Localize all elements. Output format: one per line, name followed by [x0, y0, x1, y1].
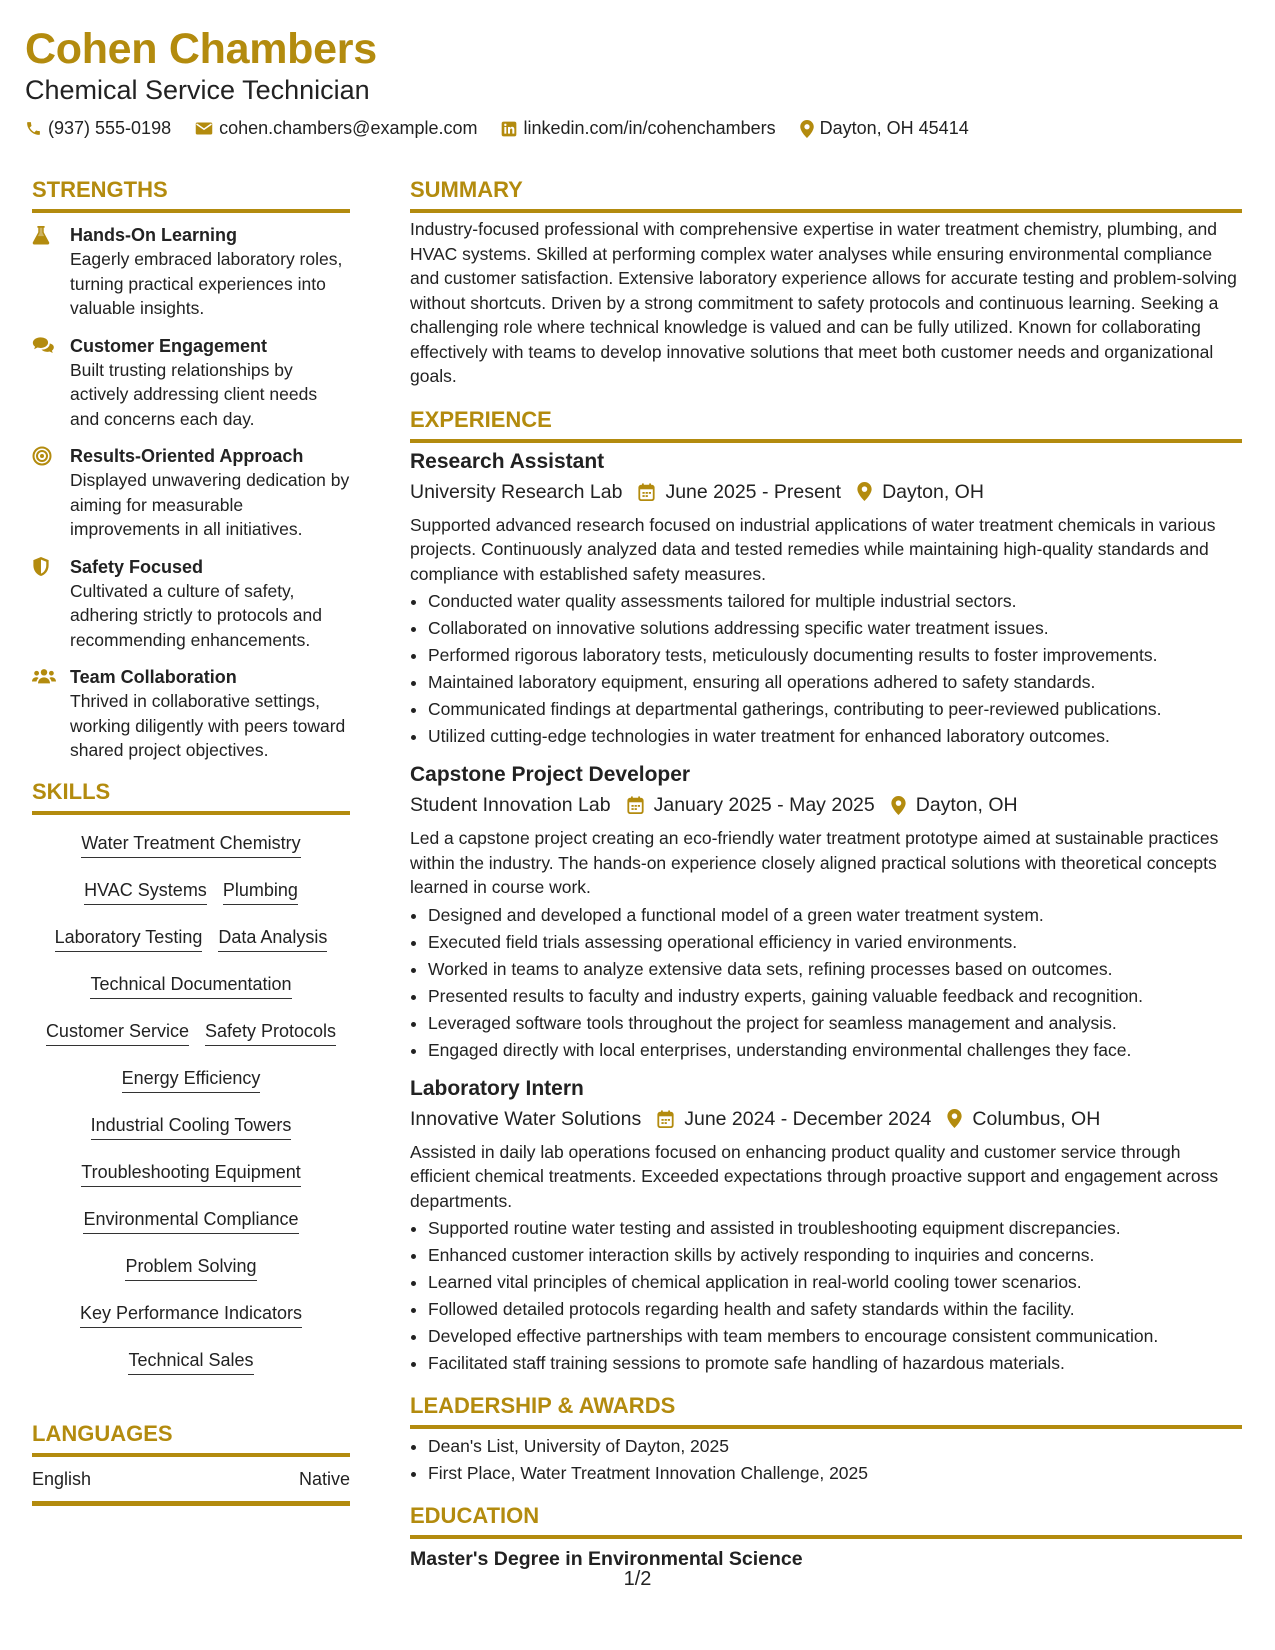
strength-title: Results-Oriented Approach	[70, 446, 304, 466]
contact-email[interactable]	[195, 118, 477, 139]
section-divider	[410, 1535, 1242, 1539]
users-icon	[32, 667, 56, 685]
languages-section	[32, 1419, 350, 1506]
section-divider	[32, 209, 350, 213]
job-dates: January 2025 - May 2025	[653, 794, 875, 816]
email-text: cohen.chambers@example.com	[219, 118, 478, 138]
awards-list	[410, 1433, 1242, 1487]
phone-text: (937) 555-0198	[48, 118, 172, 138]
strength-title: Hands-On Learning	[70, 225, 238, 245]
list-item: • Utilized cutting-edge technologies in water treatment for enhanced laboratory outcomes.	[428, 723, 1242, 750]
strength-item	[32, 334, 350, 432]
strengths-section	[32, 175, 350, 763]
job-location: Dayton, OH	[882, 480, 984, 503]
shield-icon	[32, 557, 50, 577]
section-divider	[32, 811, 350, 815]
contact-linkedin[interactable]	[501, 118, 775, 139]
strength-desc: Eagerly embraced laboratory roles, turning practical experiences into valuable insights.	[70, 249, 343, 318]
skill-tag: Safety Protocols	[205, 1019, 336, 1046]
list-item: • Leveraged software tools throughout the project for seamless management and analysis.	[428, 1010, 1242, 1037]
section-title-awards: LEADERSHIP & AWARDS	[410, 1393, 676, 1418]
list-item: • Learned vital principles of chemical application in real-world cooling tower scenarios.	[428, 1269, 1242, 1296]
list-item: • Facilitated staff training sessions to promote safe handling of hazardous materials.	[428, 1350, 1242, 1377]
skill-tag: Customer Service	[46, 1019, 189, 1046]
target-icon	[32, 446, 52, 466]
section-divider	[410, 1425, 1242, 1429]
linkedin-icon	[501, 121, 517, 137]
job-bullets	[410, 902, 1242, 1064]
job-company: University Research Lab	[410, 480, 623, 503]
experience-section	[410, 405, 1242, 1378]
strength-item	[32, 665, 350, 763]
strength-item	[32, 555, 350, 653]
list-item: • Presented results to faculty and industry experts, gaining valuable feedback and recognition.	[428, 983, 1242, 1010]
skill-tag: Laboratory Testing	[55, 925, 203, 952]
skill-tag: Environmental Compliance	[83, 1207, 298, 1234]
strength-title: Team Collaboration	[70, 667, 237, 687]
job-description: Led a capstone project creating an eco-friendly water treatment prototype aimed at sustainable practices within the industry. The hands-on experience closely aligned practical solutions with theoretical concepts learned in course work.	[410, 828, 1219, 897]
section-divider	[410, 439, 1242, 443]
job-bullets	[410, 1215, 1242, 1377]
job-location: Columbus, OH	[972, 1107, 1101, 1130]
list-item: • Designed and developed a functional model of a green water treatment system.	[428, 902, 1242, 929]
language-level-bar	[32, 1501, 350, 1506]
job-title: Capstone Project Developer	[410, 763, 691, 786]
skill-tag: Technical Sales	[128, 1348, 253, 1375]
job-entry	[410, 1074, 1242, 1378]
list-item: • Followed detailed protocols regarding health and safety standards within the facility.	[428, 1296, 1242, 1323]
education-section	[410, 1501, 1242, 1573]
strength-title: Customer Engagement	[70, 335, 268, 356]
strength-desc: Built trusting relationships by actively addressing client needs and concerns each day.	[70, 359, 318, 429]
job-company: Student Innovation Lab	[410, 794, 611, 816]
location-text: Dayton, OH 45414	[819, 118, 969, 138]
section-title-skills: SKILLS	[32, 778, 111, 804]
calendar-icon	[657, 1110, 674, 1128]
job-description: Supported advanced research focused on industrial applications of water treatment chemicals in various projects. Continuously analyzed data and tested remedies while maintaining high-quality standards and compliance with established safety measures.	[410, 514, 1216, 584]
job-description: Assisted in daily lab operations focused on enhancing product quality and customer service through efficient chemical treatments. Exceeded expectations through proactive support and engagement across departments.	[410, 1141, 1219, 1211]
section-title-summary: SUMMARY	[410, 177, 523, 202]
language-name: English	[32, 1468, 92, 1489]
skills-list	[32, 825, 350, 1389]
strength-title: Safety Focused	[70, 556, 204, 577]
skills-section	[32, 777, 350, 1389]
list-item: • Developed effective partnerships with team members to encourage consistent communication.	[428, 1323, 1242, 1350]
strength-item	[32, 223, 350, 321]
summary-text: Industry-focused professional with comprehensive expertise in water treatment chemistry, plumbing, and HVAC systems. Skilled at performing complex water analyses while ensuring environmental compliance and customer satisfaction. Extensive laboratory experience allows for accurate testing and problem-solving without shortcuts. Driven by a strong commitment to safety protocols and continuous learning. Seeking a challenging role where technical knowledge is valued and can be fully utilized. Known for collaborating effectively with teams to develop innovative solutions that meet both customer needs and organizational goals.	[410, 219, 1237, 386]
job-title: Laboratory Intern	[410, 1076, 584, 1100]
awards-section	[410, 1391, 1242, 1487]
job-meta	[410, 790, 1242, 820]
candidate-name: Cohen Chambers	[25, 25, 377, 73]
calendar-icon	[627, 796, 644, 814]
contact-bar	[25, 118, 1245, 139]
list-item: • Performed rigorous laboratory tests, meticulously documenting results to foster improvements.	[428, 642, 1242, 669]
section-title-experience: EXPERIENCE	[410, 406, 552, 432]
section-title-strengths: STRENGTHS	[32, 177, 168, 202]
list-item: • Communicated findings at departmental gatherings, contributing to peer-reviewed publications.	[428, 696, 1242, 723]
phone-icon	[25, 120, 42, 137]
job-meta	[410, 477, 1242, 507]
section-divider	[410, 209, 1242, 213]
job-dates: June 2024 - December 2024	[684, 1107, 932, 1130]
list-item: • First Place, Water Treatment Innovation Challenge, 2025	[428, 1460, 1242, 1487]
summary-section	[410, 175, 1242, 389]
strength-desc: Thrived in collaborative settings, working diligently with peers toward shared project objectives.	[70, 691, 346, 760]
job-bullets	[410, 588, 1242, 750]
job-dates: June 2025 - Present	[665, 480, 842, 503]
list-item: • Dean's List, University of Dayton, 2025	[428, 1433, 1242, 1460]
calendar-icon	[638, 483, 655, 501]
skill-tag: Energy Efficiency	[122, 1066, 261, 1093]
contact-location	[800, 118, 969, 139]
envelope-icon	[195, 121, 213, 136]
contact-phone[interactable]	[25, 118, 171, 139]
skill-tag: Problem Solving	[125, 1254, 256, 1281]
comments-icon	[32, 336, 54, 354]
left-column	[32, 175, 350, 1506]
strength-desc: Cultivated a culture of safety, adhering strictly to protocols and recommending enhancements.	[70, 580, 322, 650]
job-company: Innovative Water Solutions	[410, 1107, 642, 1130]
list-item: • Maintained laboratory equipment, ensuring all operations adhered to safety standards.	[428, 669, 1242, 696]
page-indicator: 1/2	[623, 1568, 652, 1590]
skill-tag: Industrial Cooling Towers	[91, 1113, 292, 1140]
list-item: • Conducted water quality assessments tailored for multiple industrial sectors.	[428, 588, 1242, 615]
map-pin-icon	[947, 1109, 962, 1128]
list-item: • Executed field trials assessing operational efficiency in varied environments.	[428, 929, 1242, 956]
skill-tag: Plumbing	[223, 878, 298, 905]
map-pin-icon	[800, 120, 814, 138]
list-item: • Enhanced customer interaction skills by actively responding to inquiries and concerns.	[428, 1242, 1242, 1269]
language-row	[32, 1467, 350, 1491]
skill-tag: Key Performance Indicators	[80, 1301, 302, 1328]
skill-tag: Technical Documentation	[90, 972, 291, 999]
map-pin-icon	[891, 796, 906, 815]
list-item: • Worked in teams to analyze extensive data sets, refining processes based on outcomes.	[428, 956, 1242, 983]
candidate-headline: Chemical Service Technician	[25, 75, 370, 105]
skill-tag: Data Analysis	[218, 925, 327, 952]
list-item: • Engaged directly with local enterprises, understanding environmental challenges they face.	[428, 1037, 1242, 1064]
strength-desc: Displayed unwavering dedication by aiming for measurable improvements in all initiatives.	[70, 470, 350, 539]
right-column	[410, 175, 1242, 1573]
flask-icon	[32, 225, 50, 245]
job-entry	[410, 760, 1242, 1064]
skill-tag: HVAC Systems	[84, 878, 207, 905]
section-title-education: EDUCATION	[410, 1503, 540, 1528]
job-meta	[410, 1104, 1242, 1134]
section-title-languages: LANGUAGES	[32, 1420, 173, 1446]
skill-tag: Troubleshooting Equipment	[81, 1160, 300, 1187]
skill-tag: Water Treatment Chemistry	[81, 831, 300, 858]
education-degree: Master's Degree in Environmental Science	[410, 1548, 803, 1570]
strength-item	[32, 444, 350, 542]
job-title: Research Assistant	[410, 449, 605, 473]
resume-header	[25, 22, 1245, 139]
job-location: Dayton, OH	[915, 794, 1018, 816]
section-divider	[32, 1453, 350, 1457]
language-level: Native	[298, 1468, 350, 1489]
list-item: • Supported routine water testing and assisted in troubleshooting equipment discrepancies.	[428, 1215, 1242, 1242]
list-item: • Collaborated on innovative solutions addressing specific water treatment issues.	[428, 615, 1242, 642]
job-entry	[410, 447, 1242, 751]
linkedin-text: linkedin.com/in/cohenchambers	[523, 118, 776, 138]
map-pin-icon	[857, 482, 872, 501]
